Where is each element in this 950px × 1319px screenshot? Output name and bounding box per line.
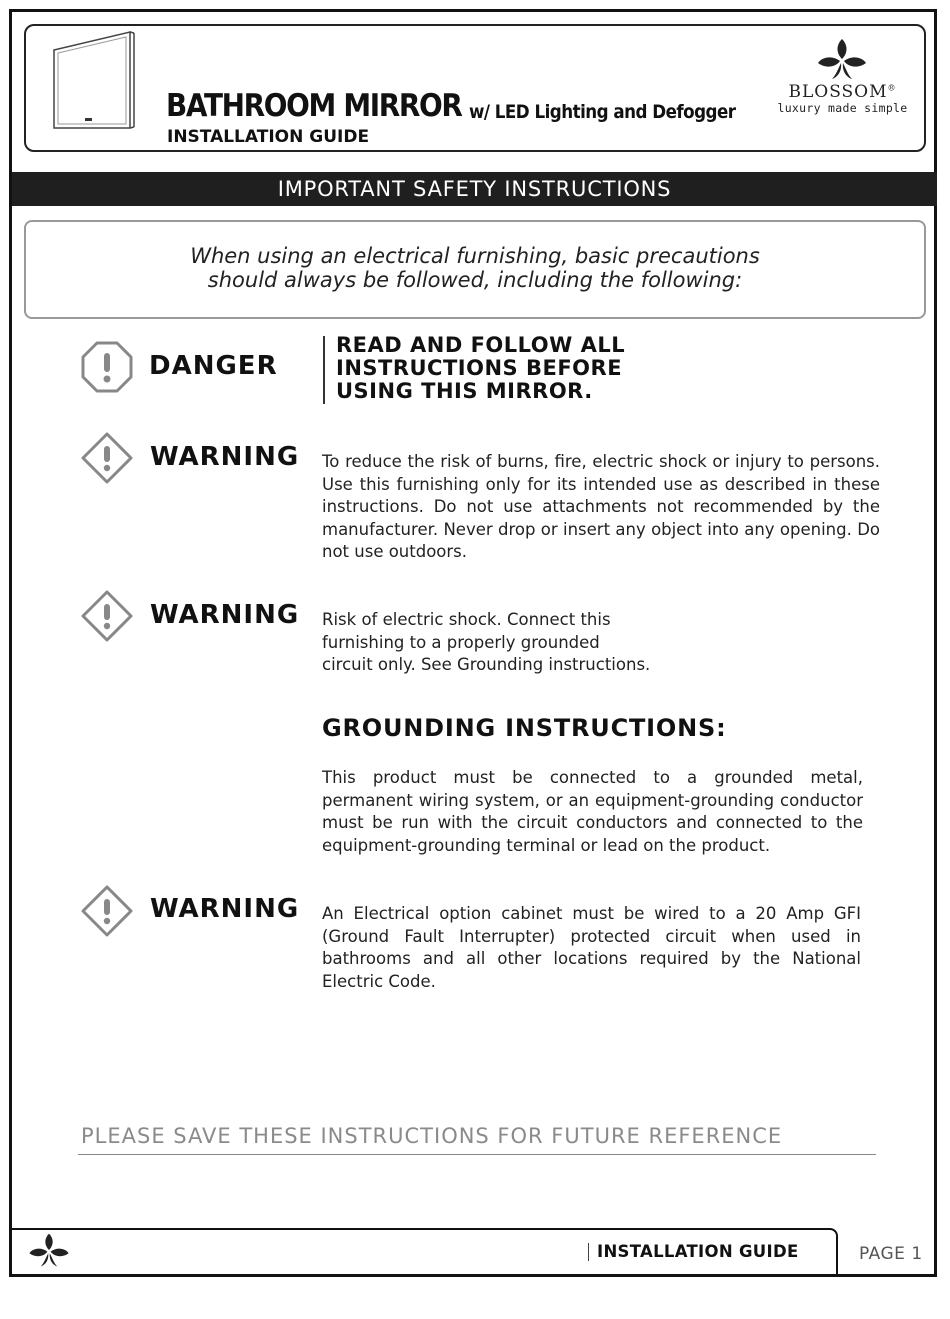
warning-label-1: WARNING bbox=[150, 442, 300, 472]
grounding-title: GROUNDING INSTRUCTIONS: bbox=[322, 714, 727, 742]
save-notice-block bbox=[78, 1124, 876, 1155]
page-number: PAGE 1 bbox=[859, 1244, 923, 1264]
warning-label-3: WARNING bbox=[150, 894, 300, 924]
warning-diamond-icon bbox=[81, 885, 133, 937]
footer-separator bbox=[588, 1243, 589, 1261]
danger-label: DANGER bbox=[149, 351, 278, 381]
warning-text-1: To reduce the risk of burns, fire, electric shock or injury to persons. Use this furnishing only for its intended use as described in these instructions. Do not use attachments not recommended by the manufacturer. Never drop or insert any object into any opening. Do not use outdoors. bbox=[322, 452, 880, 561]
intro-text: When using an electrical furnishing, basic precautions should always be followed, including the following: bbox=[190, 244, 760, 292]
document-title: BATHROOM MIRROR bbox=[166, 88, 462, 124]
warning-text-2: Risk of electric shock. Connect this furnishing to a properly grounded circuit only. See Grounding instructions. bbox=[322, 610, 651, 674]
document-guide-label: INSTALLATION GUIDE bbox=[167, 127, 370, 147]
danger-divider bbox=[323, 336, 325, 404]
footer-guide-label: INSTALLATION GUIDE bbox=[597, 1242, 799, 1261]
document-subtitle: w/ LED Lighting and Defogger bbox=[469, 101, 736, 123]
warning-diamond-icon bbox=[81, 432, 133, 484]
grounding-text: This product must be connected to a grounded metal, permanent wiring system, or an equipment-grounding conductor must be run with the circuit conductors and connected to the equipment-grounding terminal or lead on the product. bbox=[322, 768, 863, 855]
danger-octagon-icon bbox=[81, 341, 133, 393]
safety-banner: IMPORTANT SAFETY INSTRUCTIONS bbox=[12, 172, 937, 206]
footer-leaf-logo-icon bbox=[26, 1232, 72, 1268]
intro-box bbox=[24, 220, 926, 319]
mirror-illustration-icon bbox=[50, 30, 135, 130]
warning-text-3: An Electrical option cabinet must be wired to a 20 Amp GFI (Ground Fault Interrupter) protected circuit when used in bathrooms and all other locations required by the National Electric Code. bbox=[322, 904, 861, 991]
brand-logo bbox=[770, 37, 915, 122]
brand-name: BLOSSOM® bbox=[788, 82, 897, 102]
warning-diamond-icon bbox=[81, 590, 133, 642]
warning-label-2: WARNING bbox=[150, 600, 300, 630]
blossom-leaf-icon bbox=[814, 37, 870, 81]
brand-tagline: luxury made simple bbox=[777, 101, 908, 115]
save-notice: PLEASE SAVE THESE INSTRUCTIONS FOR FUTURE REFERENCE bbox=[81, 1124, 783, 1148]
danger-text: READ AND FOLLOW ALL INSTRUCTIONS BEFORE USING THIS MIRROR. bbox=[336, 333, 626, 403]
